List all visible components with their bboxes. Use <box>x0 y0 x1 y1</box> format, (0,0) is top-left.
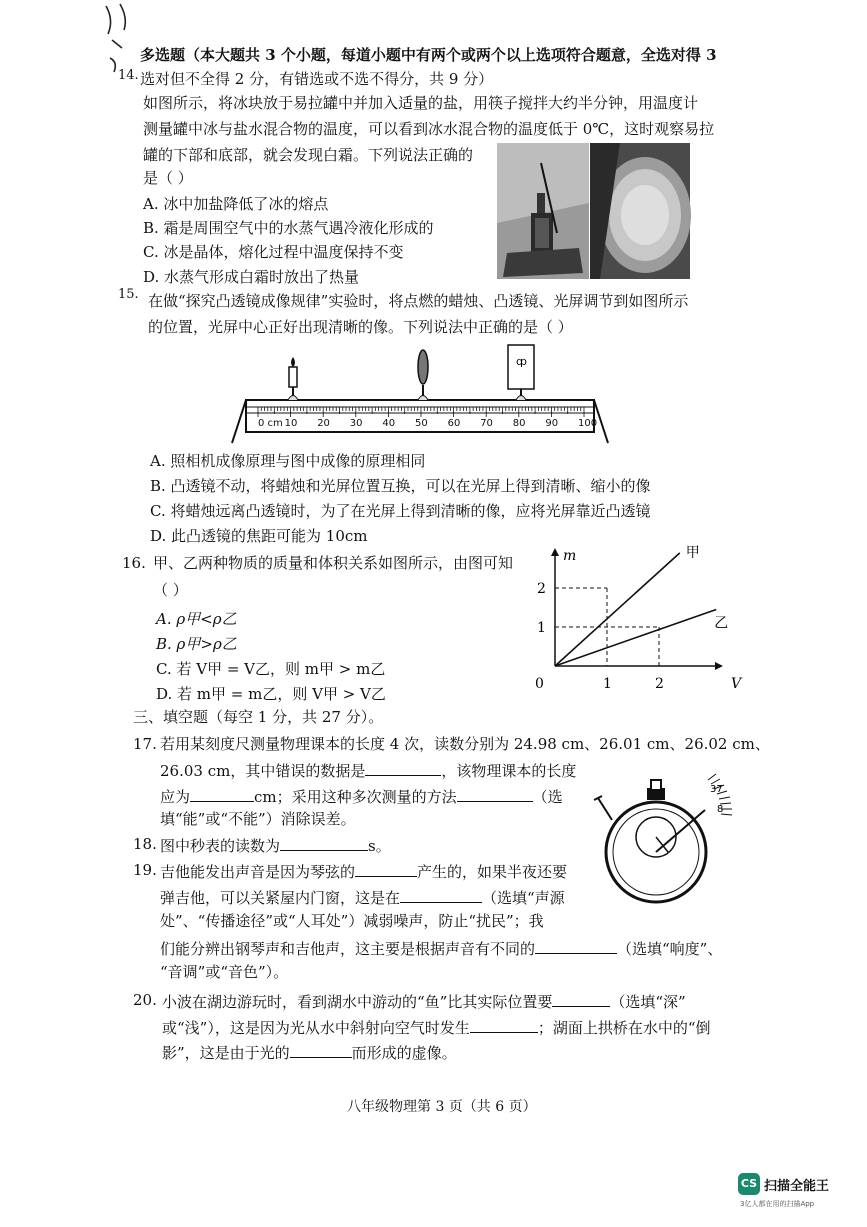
q14-option-a: A. 冰中加盐降低了冰的熔点 <box>143 195 329 213</box>
scanner-logo: CS <box>738 1173 760 1195</box>
ruler-tick-label: 30 <box>349 418 363 429</box>
q18-blank-reading[interactable] <box>280 834 368 851</box>
q15-stem-line1: 在做“探究凸透镜成像规律”实验时，将点燃的蜡烛、凸透镜、光屏调节到如图所示 <box>148 292 689 310</box>
q20-line2 <box>162 1016 711 1038</box>
svg-text:ȹ: ȹ <box>516 355 527 368</box>
q19-line2 <box>160 886 565 908</box>
q19-line3: 处”、“传播途径”或“人耳处”）减弱噪声，防止“扰民”；我 <box>160 912 544 930</box>
q19-blank-noise-location[interactable] <box>400 886 482 903</box>
photo-can-bottom-frost <box>590 143 690 279</box>
y-tick-label: 2 <box>537 581 546 597</box>
q20-line2-a: 或“浅”），这是因为光从水中斜射向空气时发生 <box>162 1019 470 1037</box>
q19-line4-b: （选填“响度”、 <box>617 940 723 958</box>
q17-blank-wrong-data[interactable] <box>365 759 441 776</box>
ruler-tick-label: 50 <box>415 418 428 429</box>
q19-line1 <box>160 860 567 882</box>
ruler-tick-label: 20 <box>317 418 330 429</box>
candle <box>289 357 297 400</box>
q17-line2-a: 26.03 cm，其中错误的数据是 <box>160 762 366 780</box>
q16-option-b: B. ρ甲>ρ乙 <box>156 635 237 653</box>
q19-line2-a: 弹吉他，可以关紧屋内门窗，这是在 <box>160 889 401 907</box>
optical-bench-diagram <box>232 345 610 445</box>
q16-option-c: C. 若 V甲 = V乙，则 m甲 > m乙 <box>156 660 386 678</box>
scanner-brand: 扫描全能王 <box>764 1179 830 1194</box>
section3-title: 三、填空题（每空 1 分，共 27 分）。 <box>133 708 384 726</box>
q14-stem-line4: 是（ ） <box>143 169 193 187</box>
photo-ice-can-experiment <box>497 143 589 279</box>
q17-line1: 若用某刻度尺测量物理课本的长度 4 次，读数分别为 24.98 cm、26.01 cm、26.02 cm、 <box>160 735 770 753</box>
section-title-line2: 选对但不全得 2 分，有错选或不选不得分，共 9 分） <box>140 70 494 88</box>
ruler-tick-label: 0 cm <box>258 418 283 429</box>
q17-number: 17. <box>133 735 157 753</box>
x-tick-label: 2 <box>655 676 664 692</box>
q16-number: 16. <box>122 554 146 572</box>
x-tick-label: 1 <box>603 676 612 692</box>
q20-blank-depth[interactable] <box>552 990 610 1007</box>
ruler-tick-label: 90 <box>545 418 559 429</box>
ruler-tick-label: 80 <box>512 418 526 429</box>
q20-number: 20. <box>133 991 157 1009</box>
light-screen <box>508 345 534 400</box>
q20-line1-b: （选填“深” <box>610 993 686 1011</box>
q17-blank-length[interactable] <box>190 785 254 802</box>
q19-blank-vibration[interactable] <box>355 860 417 877</box>
q14-stem-line2: 测量罐中冰与盐水混合物的温度，可以看到冰水混合物的温度低于 0℃，这时观察易拉 <box>143 120 715 138</box>
q16-option-d: D. 若 m甲 = m乙，则 V甲 > V乙 <box>156 685 386 703</box>
mass-volume-chart <box>525 544 742 698</box>
series-line-2 <box>555 609 716 666</box>
q20-line2-b: ；湖面上拱桥在水中的“倒 <box>537 1019 711 1037</box>
q15-option-b: B. 凸透镜不动，将蜡烛和光屏位置互换，可以在光屏上得到清晰、缩小的像 <box>150 477 651 495</box>
stopwatch-label-seconds: 8 <box>717 804 724 815</box>
q20-line1 <box>162 990 686 1012</box>
y-tick-label: 1 <box>537 620 546 636</box>
y-axis-label: m <box>563 548 577 564</box>
series-label-1: 甲 <box>685 544 700 561</box>
series-label-2: 乙 <box>714 615 729 632</box>
q17-blank-eliminate[interactable] <box>457 785 533 802</box>
q14-stem-line1: 如图所示，将冰块放于易拉罐中并加入适量的盐，用筷子搅拌大约半分钟，用温度计 <box>143 94 699 112</box>
q14-option-c: C. 冰是晶体，熔化过程中温度保持不变 <box>143 243 404 261</box>
q20-blank-refraction[interactable] <box>470 1016 538 1033</box>
q19-line4-a: 们能分辨出钢琴声和吉他声，这主要是根据声音有不同的 <box>160 940 536 958</box>
scanner-tagline: 3亿人都在用的扫描App <box>740 1200 815 1208</box>
q17-line3-c: （选 <box>532 788 563 806</box>
q14-number: 14. <box>118 68 139 83</box>
q17-line2 <box>160 759 576 781</box>
q14-stem-line3: 罐的下部和底部，就会发现白霜。下列说法正确的 <box>143 146 474 164</box>
q19-blank-sound-property[interactable] <box>535 937 617 954</box>
q17-line3 <box>160 785 563 807</box>
q18-number: 18. <box>133 835 157 853</box>
ruler-tick-label: 70 <box>480 418 493 429</box>
q19-line5: “音调”或“音色”）。 <box>160 963 289 981</box>
q18-text-a: 图中秒表的读数为 <box>160 837 281 855</box>
q17-line4: 填“能”或“不能”）消除误差。 <box>160 810 356 828</box>
q16-option-a: A. ρ甲<ρ乙 <box>156 610 237 628</box>
x-axis-label: V <box>731 676 742 692</box>
q19-number: 19. <box>133 861 157 879</box>
q18-text-b: s。 <box>368 837 391 855</box>
q20-line1-a: 小波在湖边游玩时，看到湖水中游动的“鱼”比其实际位置要 <box>162 993 553 1011</box>
q20-line3-a: 影”，这是由于光的 <box>162 1044 290 1062</box>
ruler-tick-label: 100 <box>578 418 598 429</box>
q14-option-d: D. 水蒸气形成白霜时放出了热量 <box>143 268 360 286</box>
q19-line2-b: （选填“声源 <box>482 889 565 907</box>
ruler-tick-label: 40 <box>382 418 396 429</box>
q18-line <box>160 834 391 856</box>
section-title-line1: 多选题（本大题共 3 个小题，每道小题中有两个或两个以上选项符合题意，全选对得 3 <box>140 46 717 64</box>
q17-line2-b: ，该物理课本的长度 <box>441 762 577 780</box>
q15-option-a: A. 照相机成像原理与图中成像的原理相同 <box>150 452 426 470</box>
ruler-tick-label: 10 <box>284 418 298 429</box>
stopwatch-label-minutes: 37 <box>710 784 723 795</box>
q16-stem-line1: 甲、乙两种物质的质量和体积关系如图所示，由图可知 <box>153 554 514 572</box>
q14-option-b: B. 霜是周围空气中的水蒸气遇冷液化形成的 <box>143 219 434 237</box>
y-axis-arrow <box>551 548 559 556</box>
q19-line1-a: 吉他能发出声音是因为琴弦的 <box>160 863 356 881</box>
x-axis-arrow <box>715 662 723 670</box>
q19-line1-b: 产生的，如果半夜还要 <box>417 863 568 881</box>
ruler-tick-label: 60 <box>447 418 461 429</box>
q20-blank-reflection[interactable] <box>290 1041 352 1058</box>
q15-number: 15. <box>118 287 139 302</box>
page-footer: 八年级物理第 3 页（共 6 页） <box>347 1099 537 1115</box>
q15-option-c: C. 将蜡烛远离凸透镜时，为了在光屏上得到清晰的像，应将光屏靠近凸透镜 <box>150 502 651 520</box>
q19-line4 <box>160 937 722 959</box>
q17-line3-a: 应为 <box>160 788 191 806</box>
convex-lens <box>418 350 428 400</box>
origin-label: 0 <box>535 676 544 692</box>
q20-line3 <box>162 1041 457 1063</box>
q20-line3-b: 而形成的虚像。 <box>351 1044 457 1062</box>
series-line-1 <box>555 553 680 666</box>
q17-line3-b: cm；采用这种多次测量的方法 <box>254 788 457 806</box>
q15-stem-line2: 的位置，光屏中心正好出现清晰的像。下列说法中正确的是（ ） <box>148 318 573 336</box>
q15-option-d: D. 此凸透镜的焦距可能为 10cm <box>150 527 368 545</box>
q16-stem-line2: （ ） <box>153 581 188 599</box>
stopwatch-diagram <box>590 770 740 920</box>
